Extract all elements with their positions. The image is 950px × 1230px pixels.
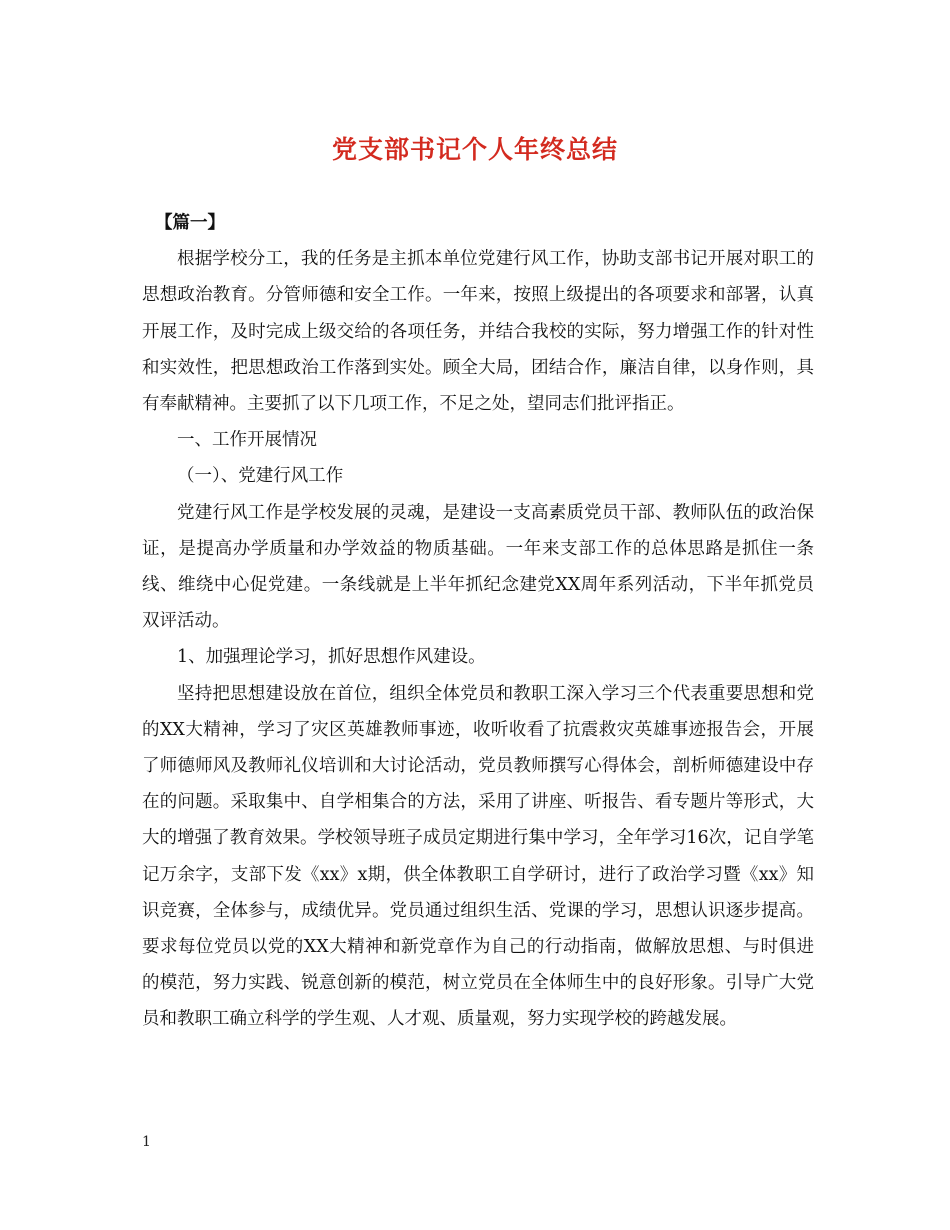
page-number: 1 <box>142 1134 151 1150</box>
paragraph-party-building: 党建行风工作是学校发展的灵魂，是建设一支高素质党员干部、教师队伍的政治保证，是提高办学质量和办学效益的物质基础。一年来支部工作的总体思路是抓住一条线、维绕中心促党建。一条线就是上半年抓纪念建党XX周年系列活动，下半年抓党员双评活动。 <box>142 502 814 632</box>
paragraph-intro: 根据学校分工，我的任务是主抓本单位党建行风工作，协助支部书记开展对职工的思想政治教育。分管师德和安全工作。一年来，按照上级提出的各项要求和部署，认真开展工作，及时完成上级交给的各项任务，并结合我校的实际，努力增强工作的针对性和实效性，把思想政治工作落到实处。顾全大局，团结合作，廉洁自律，以身作则，具有奉献精神。主要抓了以下几项工作，不足之处，望同志们批评指正。 <box>142 249 814 415</box>
section-label: 【篇一】 <box>155 213 225 233</box>
item-theory-study: 1、加强理论学习，抓好思想作风建设。 <box>177 647 486 668</box>
subheading-party-building: （一）、党建行风工作 <box>177 466 344 487</box>
heading-work-situation: 一、工作开展情况 <box>177 430 317 451</box>
document-title: 党支部书记个人年终总结 <box>331 135 618 164</box>
paragraph-ideology: 坚持把思想建设放在首位，组织全体党员和教职工深入学习三个代表重要思想和党的XX大精神，学习了灾区英雄教师事迹，收听收看了抗震救灾英雄事迹报告会，开展了师德师风及教师礼仪培训和大讨论活动，党员教师撰写心得体会，剖析师德建设中存在的问题。采取集中、自学相集合的方法，采用了讲座、听报告、看专题片等形式，大大的增强了教育效果。学校领导班子成员定期进行集中学习，全年学习16次，记自学笔记万余字，支部下发《xx》x期，供全体教职工自学研讨，进行了政治学习暨《xx》知识竞赛，全体参与，成绩优异。党员通过组织生活、党课的学习，思想认识逐步提高。要求每位党员以党的XX大精神和新党章作为自己的行动指南，做解放思想、与时俱进的模范，努力实践、锐意创新的模范，树立党员在全体师生中的良好形象。引导广大党员和教职工确立科学的学生观、人才观、质量观，努力实现学校的跨越发展。 <box>142 683 814 1030</box>
document-body <box>142 205 814 1038</box>
